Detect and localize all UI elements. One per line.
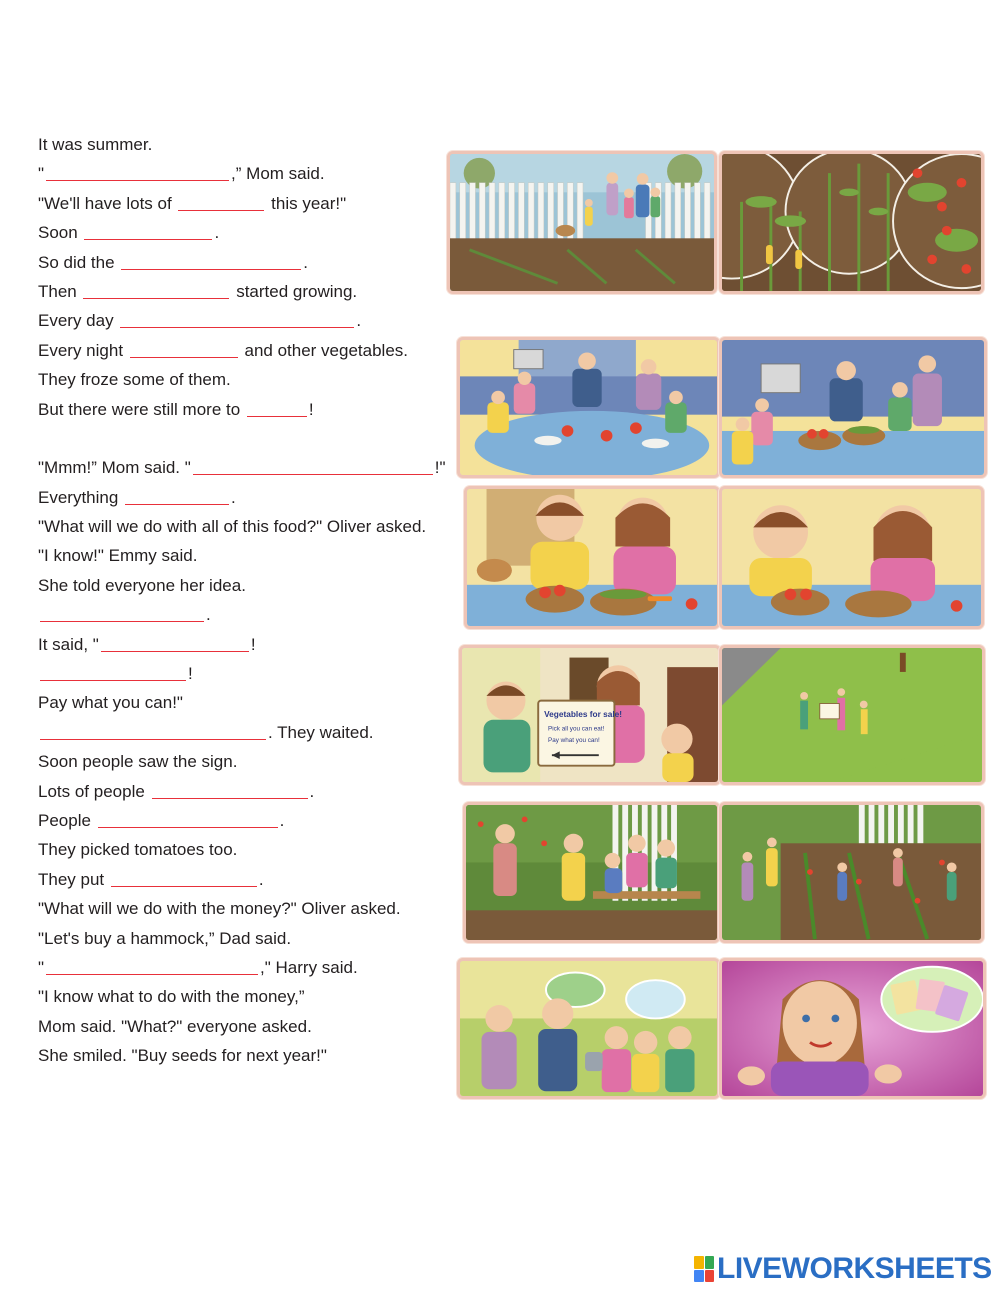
story-text-fragment: .: [303, 252, 309, 272]
story-text-fragment: "I know!" Emmy said.: [38, 546, 198, 566]
answer-blank[interactable]: [178, 194, 264, 211]
story-line: [38, 806, 458, 835]
story-text-fragment: People: [38, 810, 96, 830]
picture-people-picking: [719, 802, 984, 943]
story-text-fragment: They put: [38, 869, 109, 889]
story-text-fragment: .: [279, 810, 285, 830]
story-text-fragment: "Mmm!” Mom said. ": [38, 458, 191, 478]
story-line: [38, 541, 458, 570]
story-text: [38, 130, 458, 1071]
answer-blank[interactable]: [83, 282, 229, 299]
story-line: [38, 130, 458, 159]
story-text-fragment: . They waited.: [268, 722, 374, 742]
story-text-fragment: this year!": [266, 193, 347, 213]
story-text-fragment: They picked tomatoes too.: [38, 840, 238, 860]
story-text-fragment: .: [258, 869, 264, 889]
answer-blank[interactable]: [121, 253, 301, 270]
answer-blank[interactable]: [130, 341, 238, 358]
story-line: [38, 453, 458, 482]
story-line: [38, 1012, 458, 1041]
liveworksheets-logo-icon: [694, 1256, 714, 1282]
story-text-fragment: "We'll have lots of: [38, 193, 177, 213]
story-text-fragment: She smiled. "Buy seeds for next year!": [38, 1046, 327, 1066]
story-text-fragment: .: [206, 605, 211, 625]
answer-blank[interactable]: [46, 958, 258, 975]
story-text-fragment: Mom said. "What?" everyone asked.: [38, 1016, 312, 1036]
story-text-fragment: Soon people saw the sign.: [38, 752, 238, 772]
story-text-fragment: Lots of people: [38, 781, 150, 801]
story-text-fragment: started growing.: [231, 281, 358, 301]
answer-blank[interactable]: [193, 458, 433, 475]
sign-line-1: Pick all you can eat!: [547, 725, 605, 733]
story-text-fragment: ,” Mom said.: [231, 164, 325, 184]
story-text-fragment: Every day: [38, 311, 119, 331]
story-line: [38, 982, 458, 1011]
story-text-fragment: It was summer.: [38, 135, 153, 154]
story-text-fragment: ": [38, 164, 45, 184]
story-line: [38, 600, 458, 629]
story-text-fragment: .: [214, 223, 220, 243]
story-text-fragment: .: [231, 487, 236, 507]
story-line: [38, 688, 458, 717]
answer-blank[interactable]: [152, 782, 308, 799]
answer-blank[interactable]: [40, 605, 204, 622]
story-line: [38, 718, 458, 747]
story-line: [38, 865, 458, 894]
story-line: [38, 336, 458, 365]
answer-blank[interactable]: [111, 870, 257, 887]
picture-emmy-idea: [719, 486, 984, 629]
picture-selling-vegetables: [463, 802, 720, 943]
story-line: [38, 512, 458, 541]
story-text-fragment: Pay what you can!": [38, 693, 183, 713]
story-text-fragment: and other vegetables.: [239, 340, 408, 360]
story-text-fragment: .: [309, 781, 315, 801]
story-text-fragment: Every night: [38, 340, 128, 360]
story-line: [38, 835, 458, 864]
story-line: [38, 395, 458, 424]
story-text-fragment: !": [434, 458, 446, 478]
story-text-fragment: "I know what to do with the money,”: [38, 987, 305, 1007]
story-line: [38, 777, 458, 806]
story-line: [38, 248, 458, 277]
story-text-fragment: "Let's buy a hammock,” Dad said.: [38, 928, 292, 948]
story-text-fragment: She told everyone her idea.: [38, 575, 246, 595]
answer-blank[interactable]: [101, 635, 249, 652]
story-line: [38, 953, 458, 982]
picture-kids-with-baskets: [464, 486, 720, 629]
story-text-fragment: ," Harry said.: [260, 957, 358, 977]
answer-blank[interactable]: [125, 488, 229, 505]
story-text-fragment: !: [250, 634, 256, 654]
story-line: [38, 218, 458, 247]
story-text-fragment: Then: [38, 281, 82, 301]
story-text-fragment: ": [38, 957, 45, 977]
story-text-fragment: So did the: [38, 252, 120, 272]
story-text-fragment: "What will we do with all of this food?" Oliver asked.: [38, 517, 427, 537]
answer-blank[interactable]: [46, 164, 229, 181]
story-line: [38, 659, 458, 688]
picture-family-garden: [447, 151, 717, 294]
picture-sign-making: [459, 645, 721, 785]
picture-mom-seeds: [719, 958, 986, 1099]
answer-blank[interactable]: [40, 723, 266, 740]
story-line: [38, 630, 458, 659]
story-line: [38, 365, 458, 394]
answer-blank[interactable]: [84, 223, 212, 240]
story-line: [38, 747, 458, 776]
answer-blank[interactable]: [247, 400, 307, 417]
story-line: [38, 1041, 458, 1070]
liveworksheets-logo: [694, 1254, 992, 1284]
story-line: [38, 571, 458, 600]
picture-dinner-table: [457, 337, 720, 478]
story-text-fragment: Soon: [38, 223, 83, 243]
paragraph-gap: [38, 424, 458, 453]
story-text-fragment: !: [308, 399, 314, 419]
story-line: [38, 894, 458, 923]
sign-line-2: Pay what you can!: [547, 736, 600, 744]
story-line: [38, 159, 458, 188]
story-line: [38, 277, 458, 306]
story-line: [38, 189, 458, 218]
story-text-fragment: .: [356, 311, 362, 331]
answer-blank[interactable]: [98, 811, 278, 828]
story-line: [38, 306, 458, 335]
answer-blank[interactable]: [40, 664, 186, 681]
story-text-fragment: !: [188, 664, 193, 684]
story-text-fragment: They froze some of them.: [38, 370, 231, 390]
picture-money-talk: [457, 958, 720, 1099]
story-text-fragment: It said, ": [38, 634, 99, 654]
story-text-fragment: Everything: [38, 487, 124, 507]
sign-title: Vegetables for sale!: [544, 709, 623, 719]
story-line: [38, 924, 458, 953]
picture-sign-in-yard: [719, 645, 985, 785]
picture-kitchen-baskets: [719, 337, 987, 478]
picture-vegetables-growing: [719, 151, 984, 294]
story-text-fragment: But there were still more to: [38, 399, 245, 419]
story-text-fragment: "What will we do with the money?" Oliver asked.: [38, 899, 401, 919]
story-line: [38, 483, 458, 512]
brand-name: LIVEWORKSHEETS: [717, 1252, 992, 1285]
answer-blank[interactable]: [120, 311, 354, 328]
